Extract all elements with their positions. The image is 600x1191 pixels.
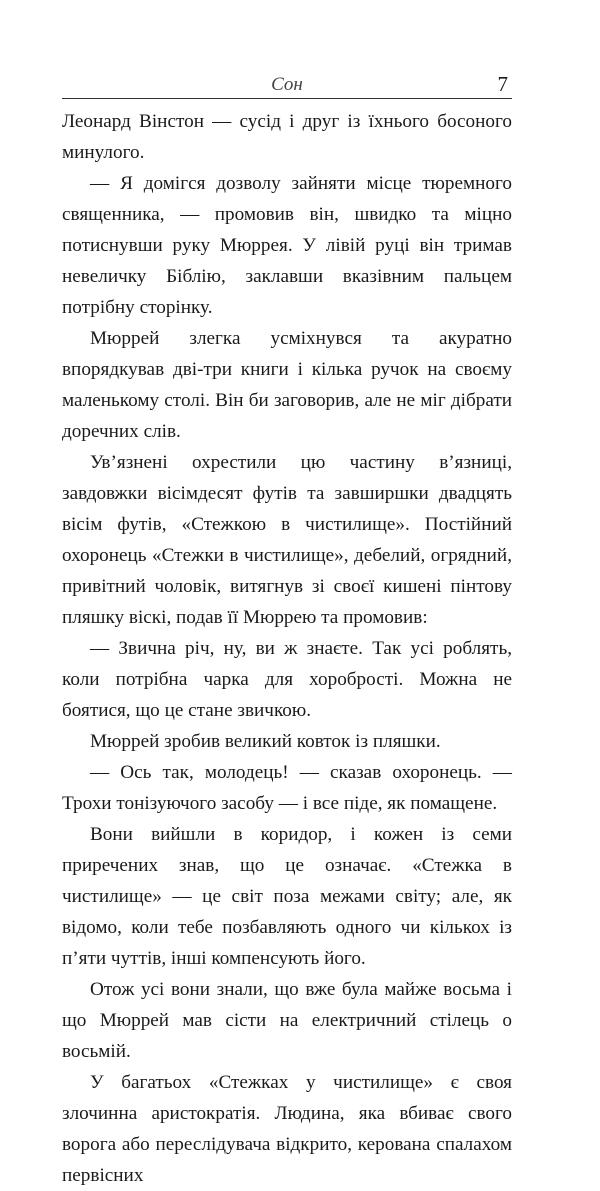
paragraph-5: — Звична річ, ну, ви ж знаєте. Так усі роблять, коли потрібна чарка для хоробрості. Можна не боятися, що це стане звичкою. — [62, 638, 512, 721]
paragraph-3: Мюррей злегка усміхнувся та акуратно впорядкував дві-три книги і кілька ручок на своєму маленькому столі. Він би заговорив, але не міг дібрати доречних слів. — [62, 328, 512, 442]
paragraph-4: Ув’язнені охрестили цю частину в’язниці, завдовжки вісімдесят футів та завширшки двадцять вісім футів, «Стежкою в чистилище». Постійний охоронець «Стежки в чистилище», дебелий, огрядний, привітний чоловік, витягнув зі своєї кишені пінтову пляшку віскі, подав її Мюррею та промовив: — [62, 452, 512, 628]
paragraph-6: Мюррей зробив великий ковток із пляшки. — [90, 731, 441, 752]
paragraph-2: — Я домігся дозволу зайняти місце тюремного священника, — промовив він, швидко та міцно потиснувши руку Мюррея. У лівій руці він тримав невеличку Біблію, заклавши вказівним пальцем потрібну сторінку. — [62, 173, 512, 318]
paragraph-9: Отож усі вони знали, що вже була майже восьма і що Мюррей мав сісти на електричний стілець о восьмій. — [62, 979, 512, 1062]
body-text — [62, 106, 512, 1191]
running-title: Сон — [271, 74, 303, 95]
running-header — [62, 68, 512, 99]
paragraph-8: Вони вийшли в коридор, і кожен із семи приречених знав, що це означає. «Стежка в чистилище» — це світ поза межами світу; але, як відомо, коли тебе позбавляють одного чи кількох із п’яти чуттів, інші компенсують його. — [62, 824, 512, 969]
page-number: 7 — [497, 72, 508, 96]
paragraph-10: У багатьох «Стежках у чистилище» є своя злочинна аристократія. Людина, яка вбиває свого ворога або переслідувача відкрито, керована спалахом первісних — [62, 1072, 512, 1186]
paragraph-7: — Ось так, молодець! — сказав охоронець. — Трохи тонізуючого засобу — і все піде, як помащене. — [62, 762, 512, 814]
paragraph-1: Леонард Вінстон — сусід і друг із їхнього босоного минулого. — [62, 111, 512, 163]
